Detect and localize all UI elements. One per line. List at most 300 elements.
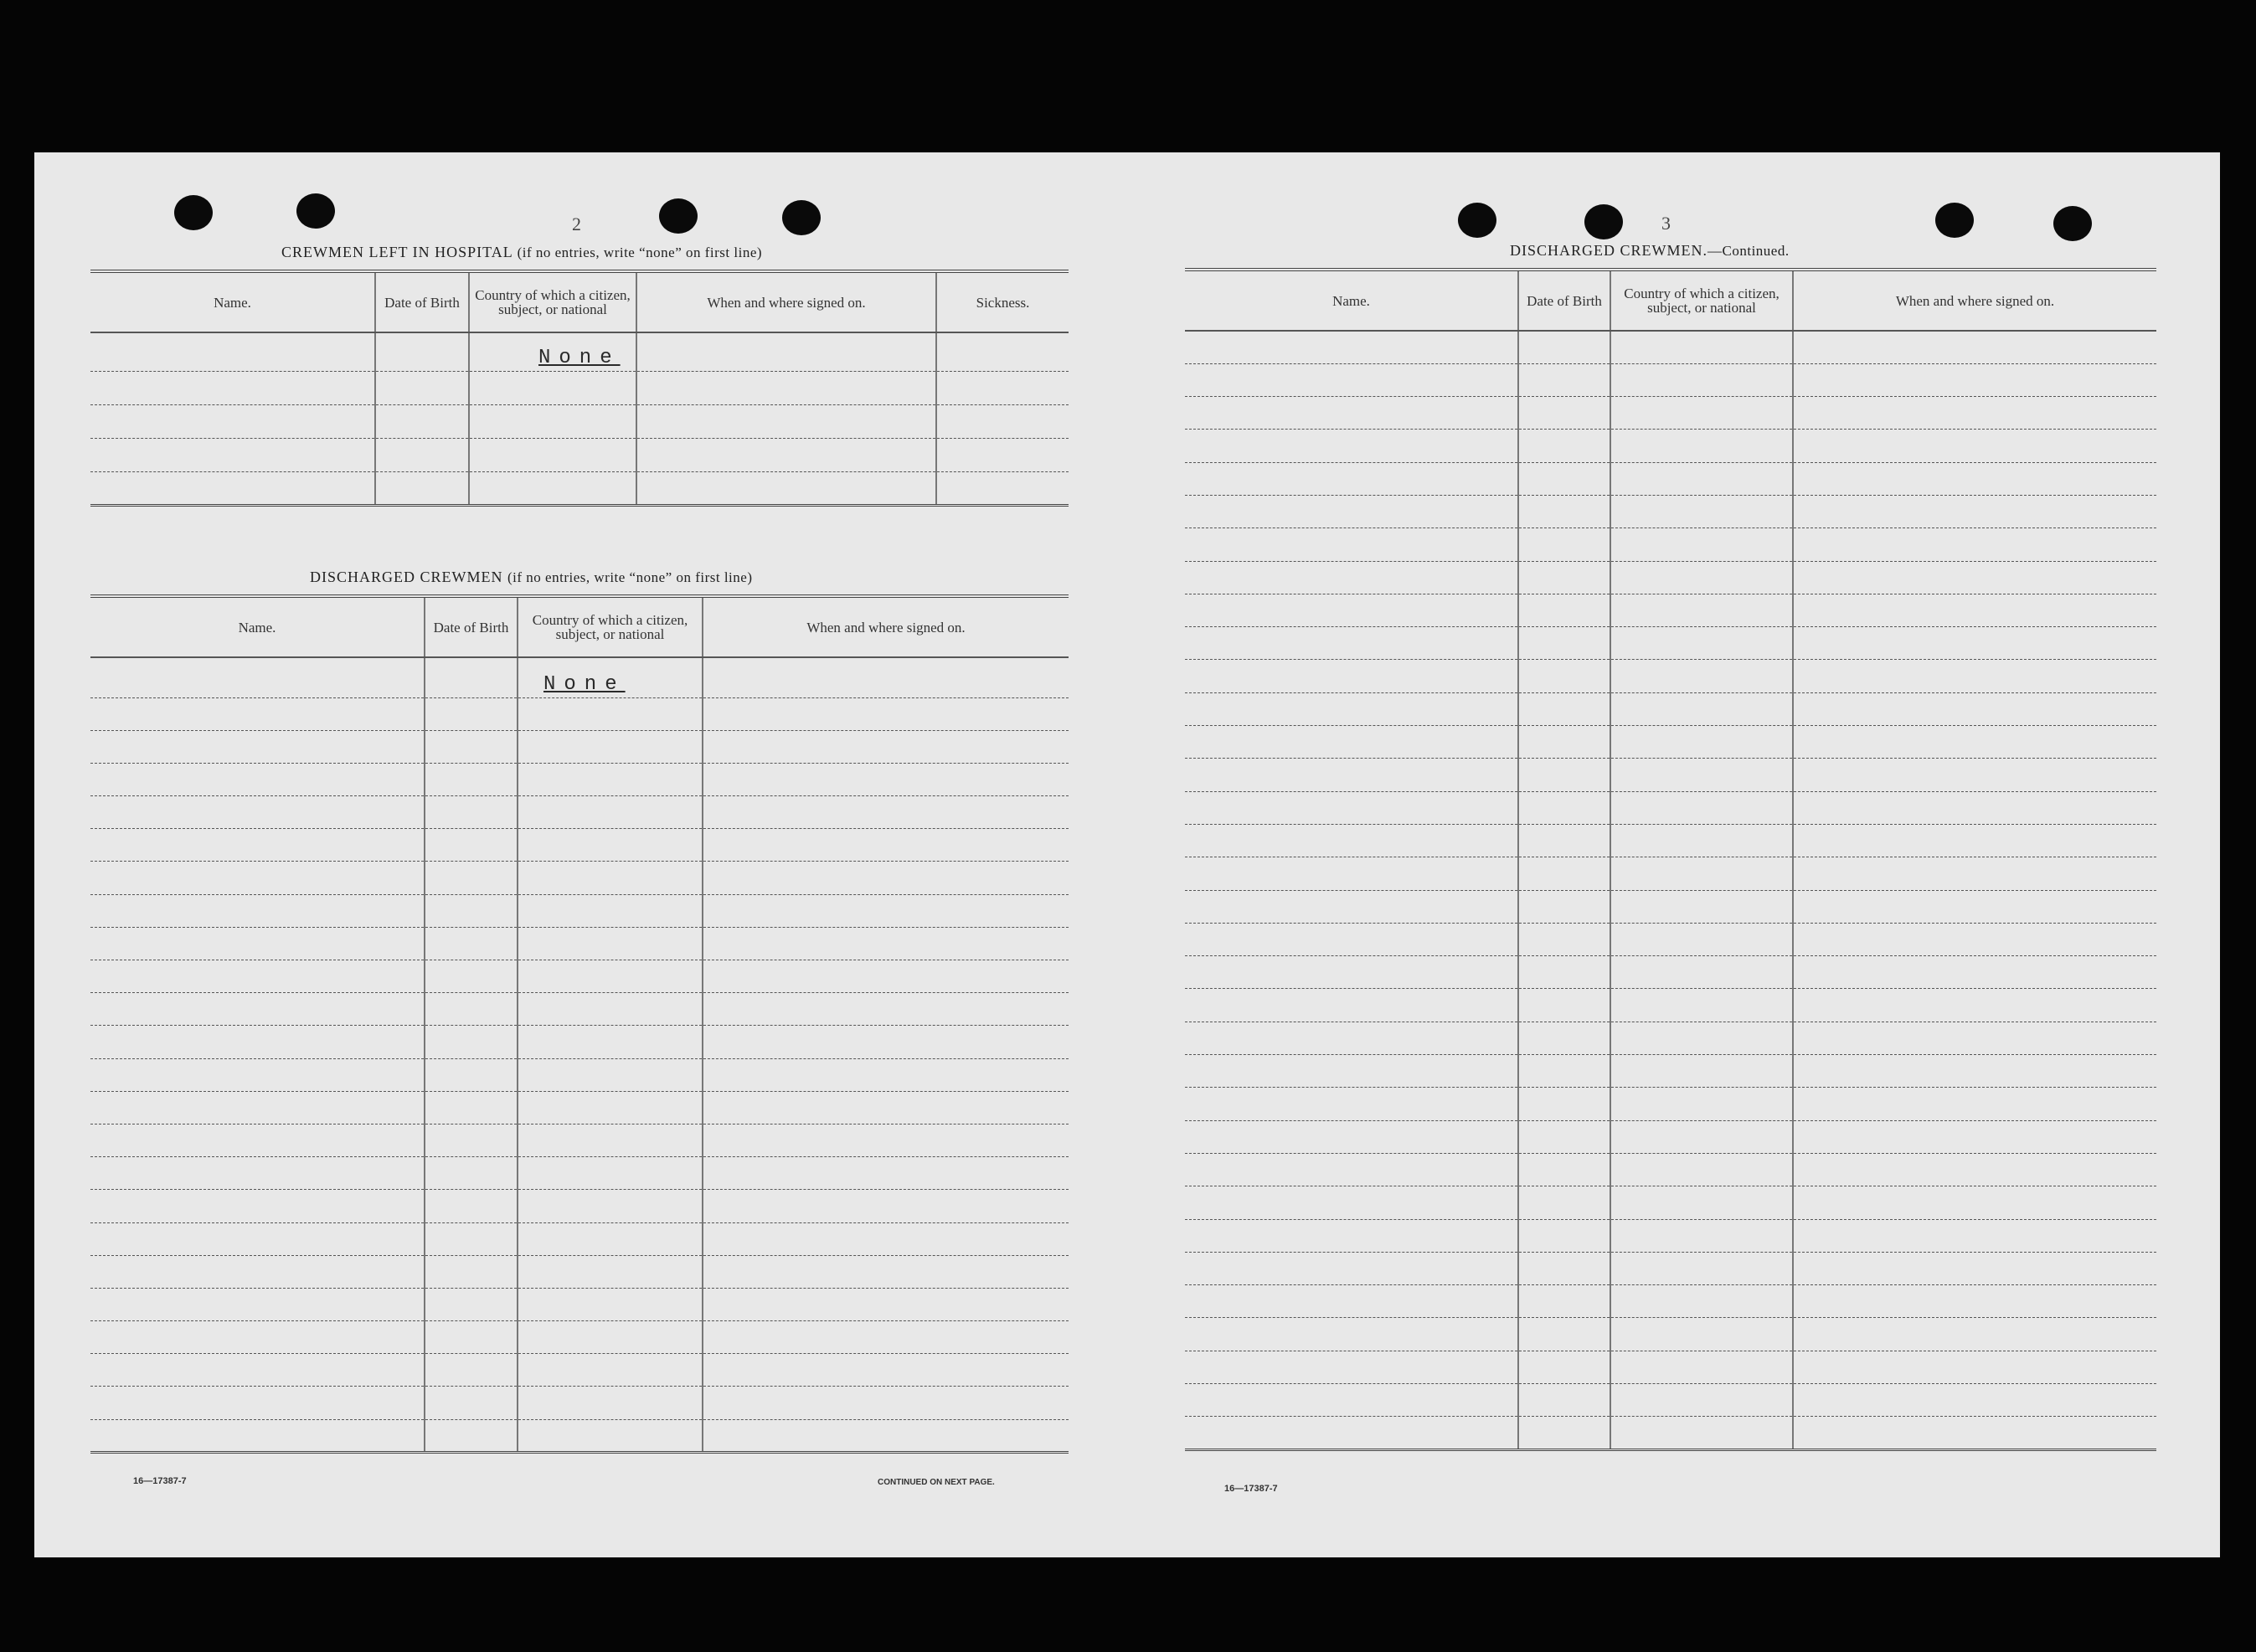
- col-header-sickness: Sickness.: [936, 271, 1069, 332]
- cell: [90, 993, 425, 1026]
- cell: [1793, 1351, 2156, 1383]
- cell: [703, 927, 1069, 960]
- cell: [1518, 1384, 1610, 1417]
- cell: [1793, 363, 2156, 396]
- table-row: [1185, 561, 2156, 594]
- col-header-signed-on: When and where signed on.: [703, 596, 1069, 657]
- cell: [1793, 857, 2156, 890]
- cell: [90, 1026, 425, 1058]
- cell: [1793, 890, 2156, 923]
- cell: [1185, 660, 1518, 692]
- cell: [1185, 627, 1518, 660]
- cell: [1518, 1219, 1610, 1252]
- punch-hole: [1458, 203, 1496, 238]
- cell: [518, 697, 703, 730]
- cell: [1518, 956, 1610, 989]
- table-row: [1185, 1055, 2156, 1088]
- cell: [1793, 726, 2156, 759]
- cell: [703, 730, 1069, 763]
- cell: [1610, 824, 1793, 857]
- punch-hole: [296, 193, 335, 229]
- cell: [1518, 726, 1610, 759]
- cell: [1185, 726, 1518, 759]
- cell: [1518, 890, 1610, 923]
- cell: [1185, 1088, 1518, 1120]
- continued-suffix: —Continued.: [1707, 243, 1790, 259]
- table-row: [1185, 791, 2156, 824]
- table-row: [1185, 1384, 2156, 1417]
- discharged-table: [90, 594, 1069, 1454]
- punch-hole: [659, 198, 698, 234]
- cell: [425, 1190, 518, 1222]
- cell: [518, 1387, 703, 1419]
- cell: [1610, 1417, 1793, 1449]
- cell: [703, 1091, 1069, 1124]
- cell: [518, 1321, 703, 1354]
- cell: [1185, 462, 1518, 495]
- discharged-section-title: [310, 569, 752, 586]
- table-row: [90, 960, 1069, 993]
- page-number: 2: [572, 214, 581, 234]
- cell: [425, 1026, 518, 1058]
- cell: [1185, 1219, 1518, 1252]
- cell: [1185, 1318, 1518, 1351]
- table-row: [1185, 1318, 2156, 1351]
- hospital-table: [90, 270, 1069, 507]
- cell: [469, 332, 636, 371]
- cell: [90, 960, 425, 993]
- cell: [1793, 561, 2156, 594]
- cell: [1610, 495, 1793, 528]
- cell: [90, 1288, 425, 1320]
- table-row: [90, 1419, 1069, 1452]
- cell: [425, 697, 518, 730]
- table-row: [1185, 1186, 2156, 1219]
- cell: [1610, 726, 1793, 759]
- table-row: [90, 1354, 1069, 1387]
- cell: [1610, 397, 1793, 430]
- table-row: [1185, 857, 2156, 890]
- table-row: [90, 371, 1069, 404]
- cell: [1185, 363, 1518, 396]
- cell: [1793, 692, 2156, 725]
- table-row: [90, 471, 1069, 505]
- cell: [518, 1124, 703, 1156]
- cell: [425, 1354, 518, 1387]
- cell: [1793, 989, 2156, 1022]
- punch-hole: [2053, 206, 2092, 241]
- cell: [90, 697, 425, 730]
- table-row: [1185, 660, 2156, 692]
- table-row: [1185, 956, 2156, 989]
- cell: [1518, 1318, 1610, 1351]
- cell: [1518, 528, 1610, 561]
- cell: [1793, 462, 2156, 495]
- cell: [1518, 1153, 1610, 1186]
- col-header-country: Country of which a citizen, subject, or national: [518, 596, 703, 657]
- right-page: [1131, 152, 2220, 1557]
- cell: [1793, 956, 2156, 989]
- cell: [703, 796, 1069, 829]
- cell: [1185, 331, 1518, 363]
- table-row: [90, 763, 1069, 795]
- cell: [1518, 1022, 1610, 1054]
- cell: [1793, 1022, 2156, 1054]
- cell: [703, 960, 1069, 993]
- cell: [518, 657, 703, 697]
- cell: [518, 1354, 703, 1387]
- col-header-name: Name.: [1185, 270, 1518, 331]
- cell: [518, 1288, 703, 1320]
- cell: [90, 332, 375, 371]
- cell: [1793, 1318, 2156, 1351]
- cell: [90, 657, 425, 697]
- cell: [1185, 1417, 1518, 1449]
- cell: [425, 993, 518, 1026]
- cell: [518, 1222, 703, 1255]
- table-row: [1185, 1022, 2156, 1054]
- cell: [1793, 759, 2156, 791]
- cell: [1610, 1055, 1793, 1088]
- cell: [1793, 594, 2156, 626]
- cell: [1793, 1219, 2156, 1252]
- cell: [90, 1419, 425, 1452]
- col-header-signed-on: When and where signed on.: [636, 271, 936, 332]
- cell: [1610, 660, 1793, 692]
- cell: [425, 1255, 518, 1288]
- table-row: [1185, 923, 2156, 955]
- cell: [90, 862, 425, 894]
- cell: [936, 332, 1069, 371]
- cell: [1518, 1285, 1610, 1318]
- table-row: [1185, 726, 2156, 759]
- cell: [518, 1058, 703, 1091]
- cell: [703, 657, 1069, 697]
- cell: [1793, 1186, 2156, 1219]
- cell: [518, 730, 703, 763]
- cell: [1793, 1153, 2156, 1186]
- cell: [1610, 1219, 1793, 1252]
- table-row: [90, 927, 1069, 960]
- cell: [425, 1091, 518, 1124]
- cell: [90, 1058, 425, 1091]
- cell: [425, 1058, 518, 1091]
- cell: [1793, 1088, 2156, 1120]
- cell: [1793, 1417, 2156, 1449]
- table-row: [90, 657, 1069, 697]
- cell: [518, 894, 703, 927]
- cell: [703, 894, 1069, 927]
- cell: [425, 894, 518, 927]
- cell: [1518, 1088, 1610, 1120]
- cell: [1185, 989, 1518, 1022]
- cell: [1610, 462, 1793, 495]
- cell: [425, 1157, 518, 1190]
- cell: [518, 1190, 703, 1222]
- cell: [1518, 627, 1610, 660]
- cell: [90, 1124, 425, 1156]
- cell: [636, 332, 936, 371]
- cell: [1518, 1351, 1610, 1383]
- cell: [1610, 759, 1793, 791]
- col-header-name: Name.: [90, 271, 375, 332]
- cell: [1793, 1252, 2156, 1284]
- cell: [1518, 857, 1610, 890]
- cell: [518, 829, 703, 862]
- table-row: [90, 894, 1069, 927]
- cell: [703, 1255, 1069, 1288]
- cell: [375, 332, 469, 371]
- discharged-continued-title-text: DISCHARGED CREWMEN.: [1510, 242, 1708, 259]
- cell: [1610, 791, 1793, 824]
- cell: [1185, 890, 1518, 923]
- cell: [1610, 890, 1793, 923]
- cell: [518, 763, 703, 795]
- cell: [425, 796, 518, 829]
- cell: [703, 1026, 1069, 1058]
- table-row: [90, 1255, 1069, 1288]
- cell: [1185, 791, 1518, 824]
- cell: [1185, 857, 1518, 890]
- cell: [703, 1321, 1069, 1354]
- table-row: [1185, 824, 2156, 857]
- cell: [90, 927, 425, 960]
- cell: [1610, 561, 1793, 594]
- cell: [518, 1157, 703, 1190]
- table-row: [90, 1091, 1069, 1124]
- cell: [1610, 594, 1793, 626]
- table-row: [1185, 1285, 2156, 1318]
- cell: [1185, 692, 1518, 725]
- cell: [1185, 1285, 1518, 1318]
- cell: [703, 993, 1069, 1026]
- cell: [1610, 956, 1793, 989]
- cell: [425, 1222, 518, 1255]
- table-row: [90, 1124, 1069, 1156]
- cell: [1518, 1252, 1610, 1284]
- cell: [1518, 1186, 1610, 1219]
- table-row: [1185, 462, 2156, 495]
- cell: [1610, 1351, 1793, 1383]
- cell: [1793, 660, 2156, 692]
- cell: [1518, 430, 1610, 462]
- cell: [90, 1387, 425, 1419]
- cell: [703, 829, 1069, 862]
- table-row: [1185, 627, 2156, 660]
- cell: [1185, 1384, 1518, 1417]
- table-row: [90, 1288, 1069, 1320]
- hospital-none-entry: None: [538, 346, 621, 369]
- punch-hole: [1584, 204, 1623, 239]
- cell: [1793, 627, 2156, 660]
- cell: [703, 1058, 1069, 1091]
- cell: [1610, 1120, 1793, 1153]
- discharged-continued-title: [1510, 242, 1790, 260]
- left-page: [34, 152, 1131, 1557]
- cell: [425, 960, 518, 993]
- table-row: [90, 1321, 1069, 1354]
- cell: [1793, 495, 2156, 528]
- cell: [1185, 1055, 1518, 1088]
- table-row: [1185, 1088, 2156, 1120]
- cell: [425, 657, 518, 697]
- cell: [703, 697, 1069, 730]
- cell: [1518, 759, 1610, 791]
- table-row: [1185, 1252, 2156, 1284]
- discharged-title-text: DISCHARGED CREWMEN: [310, 569, 503, 585]
- table-row: [1185, 331, 2156, 363]
- cell: [518, 1091, 703, 1124]
- table-row: [90, 829, 1069, 862]
- form-code: 16—17387-7: [133, 1476, 187, 1486]
- cell: [1518, 692, 1610, 725]
- cell: [1185, 1252, 1518, 1284]
- table-row: [1185, 1153, 2156, 1186]
- cell: [1185, 1022, 1518, 1054]
- hospital-title-note: (if no entries, write “none” on first line): [517, 244, 763, 260]
- table-row: [1185, 989, 2156, 1022]
- cell: [90, 829, 425, 862]
- cell: [703, 1190, 1069, 1222]
- cell: [703, 1419, 1069, 1452]
- cell: [1185, 397, 1518, 430]
- col-header-date-of-birth: Date of Birth: [1518, 270, 1610, 331]
- cell: [703, 763, 1069, 795]
- cell: [425, 1321, 518, 1354]
- cell: [1610, 430, 1793, 462]
- table-row: [90, 1190, 1069, 1222]
- cell: [1793, 397, 2156, 430]
- cell: [1793, 1055, 2156, 1088]
- col-header-date-of-birth: Date of Birth: [375, 271, 469, 332]
- cell: [1518, 1055, 1610, 1088]
- table-row: [1185, 759, 2156, 791]
- cell: [1185, 956, 1518, 989]
- table-row: [1185, 397, 2156, 430]
- table-row: [1185, 430, 2156, 462]
- cell: [1610, 1285, 1793, 1318]
- table-row: [1185, 692, 2156, 725]
- cell: [1185, 1153, 1518, 1186]
- cell: [1185, 1120, 1518, 1153]
- cell: [1518, 594, 1610, 626]
- discharged-none-entry: None: [543, 672, 626, 696]
- discharged-title-note: (if no entries, write “none” on first line): [507, 569, 753, 585]
- cell: [1610, 692, 1793, 725]
- cell: [425, 862, 518, 894]
- cell: [1518, 397, 1610, 430]
- cell: [1793, 1120, 2156, 1153]
- cell: [90, 894, 425, 927]
- cell: [1610, 989, 1793, 1022]
- cell: [1185, 1186, 1518, 1219]
- cell: [90, 1255, 425, 1288]
- cell: [1185, 923, 1518, 955]
- cell: [90, 1190, 425, 1222]
- cell: [1610, 1153, 1793, 1186]
- cell: [90, 763, 425, 795]
- cell: [1610, 1252, 1793, 1284]
- continued-note: CONTINUED ON NEXT PAGE.: [878, 1478, 995, 1487]
- hospital-section-title: [281, 244, 762, 261]
- punch-hole: [1935, 203, 1974, 238]
- col-header-name: Name.: [90, 596, 425, 657]
- hospital-title-text: CREWMEN LEFT IN HOSPITAL: [281, 244, 513, 260]
- cell: [703, 1354, 1069, 1387]
- cell: [1793, 1285, 2156, 1318]
- cell: [1793, 1384, 2156, 1417]
- cell: [1185, 528, 1518, 561]
- cell: [703, 1124, 1069, 1156]
- cell: [703, 1288, 1069, 1320]
- cell: [1185, 594, 1518, 626]
- col-header-country: Country of which a citizen, subject, or national: [469, 271, 636, 332]
- cell: [1185, 561, 1518, 594]
- table-row: [90, 1058, 1069, 1091]
- table-row: [1185, 1351, 2156, 1383]
- table-row: [1185, 528, 2156, 561]
- cell: [425, 1288, 518, 1320]
- cell: [425, 763, 518, 795]
- cell: [1610, 627, 1793, 660]
- cell: [1518, 989, 1610, 1022]
- col-header-signed-on: When and where signed on.: [1793, 270, 2156, 331]
- table-row: [90, 796, 1069, 829]
- table-row: [90, 332, 1069, 371]
- punch-hole: [174, 195, 213, 230]
- cell: [1793, 923, 2156, 955]
- cell: [425, 730, 518, 763]
- cell: [1610, 363, 1793, 396]
- table-row: [90, 1222, 1069, 1255]
- cell: [518, 1419, 703, 1452]
- cell: [1518, 561, 1610, 594]
- cell: [1610, 331, 1793, 363]
- table-row: [90, 404, 1069, 438]
- table-row: [1185, 495, 2156, 528]
- col-header-date-of-birth: Date of Birth: [425, 596, 518, 657]
- cell: [90, 1157, 425, 1190]
- cell: [1518, 791, 1610, 824]
- cell: [1518, 660, 1610, 692]
- cell: [1610, 528, 1793, 561]
- cell: [1185, 430, 1518, 462]
- table-row: [90, 862, 1069, 894]
- cell: [518, 1026, 703, 1058]
- cell: [425, 1419, 518, 1452]
- cell: [90, 1222, 425, 1255]
- cell: [1610, 1384, 1793, 1417]
- cell: [1610, 1318, 1793, 1351]
- form-code: 16—17387-7: [1224, 1484, 1278, 1494]
- table-row: [90, 1387, 1069, 1419]
- table-row: [1185, 594, 2156, 626]
- cell: [703, 1387, 1069, 1419]
- cell: [1518, 923, 1610, 955]
- cell: [90, 730, 425, 763]
- page-number: 3: [1661, 213, 1671, 234]
- cell: [1793, 528, 2156, 561]
- cell: [1610, 1186, 1793, 1219]
- table-row: [1185, 1120, 2156, 1153]
- punch-hole: [782, 200, 821, 235]
- cell: [518, 796, 703, 829]
- table-row: [90, 1026, 1069, 1058]
- cell: [1610, 857, 1793, 890]
- table-row: [90, 993, 1069, 1026]
- table-row: [1185, 363, 2156, 396]
- cell: [1610, 923, 1793, 955]
